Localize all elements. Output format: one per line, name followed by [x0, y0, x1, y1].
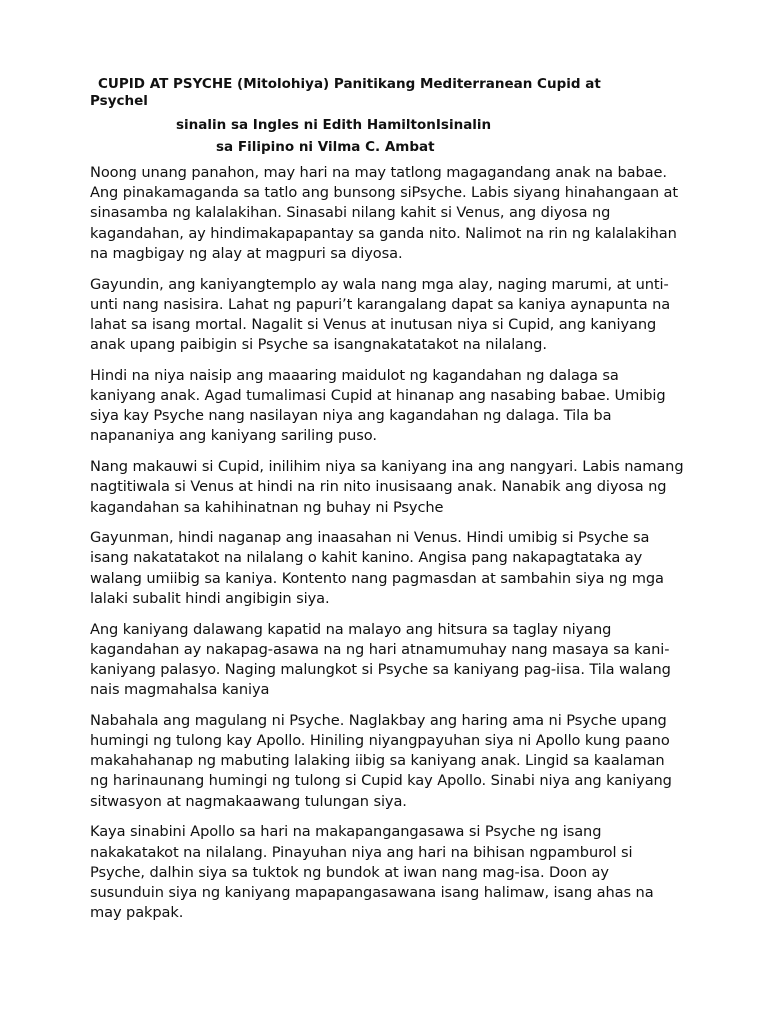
paragraph-5: Gayunman, hindi naganap ang inaasahan ni Venus. Hindi umibig si Psyche sa isang nakatatakot na nilalang o kahit kanino. Angisa pang nakapagtataka ay walang umiibig sa kaniya. Kontento nang pagmasdan at sambahin siya ng mga lalaki subalit hindi angibigin siya.: [90, 529, 664, 607]
document-title: CUPID AT PSYCHE (Mitolohiya) Panitikang Mediterranean Cupid at Psychel: [90, 76, 601, 109]
paragraph-1: Noong unang panahon, may hari na may tatlong magagandang anak na babae. Ang pinakamaganda sa tatlo ang bunsong siPsyche. Labis siyang hinahangaan at sinasamba ng kalalakihan. Sinasabi nilang kahit si Venus, ang diyosa ng kagandahan, ay hindimakapapantay sa ganda nito. Nalimot na rin ng kalalakihan na magbigay ng alay at magpuri sa diyosa.: [90, 164, 679, 262]
paragraph-2: Gayundin, ang kaniyangtemplo ay wala nang mga alay, naging marumi, at unti-unti nang nasisira. Lahat ng papuri’t karangalang dapat sa kaniya aynapunta na lahat sa isang mortal. Nagalit si Venus at inutusan niya si Cupid, ang kaniyang anak upang paibigin si Psyche sa isangnakatatakot na nilalang.: [90, 275, 671, 354]
translator-credit-filipino: sa Filipino ni Vilma C. Ambat: [216, 139, 435, 155]
document-body: [90, 163, 686, 934]
paragraph-8: Kaya sinabini Apollo sa hari na makapangangasawa si Psyche ng isang nakakatakot na nilalang. Pinayuhan niya ang hari na bihisan ngpamburol si Psyche, dalhin siya sa tuktok ng bundok at iwan nang mag-isa. Doon ay susunduin siya ng kaniyang mapapangasawana isang halimaw, isang ahas na may pakpak.: [90, 823, 654, 922]
paragraph-7: Nabahala ang magulang ni Psyche. Naglakbay ang haring ama ni Psyche upang humingi ng tulong kay Apollo. Hiniling niyangpayuhan siya ni Apollo kung paano makahahanap ng mabuting lalaking iibig sa kaniyang anak. Lingid sa kaalaman ng harinaunang humingi ng tulong si Cupid kay Apollo. Sinabi niya ang kaniyang sitwasyon at nagmakaawang tulungan siya.: [90, 711, 672, 810]
translator-credit-english: sinalin sa Ingles ni Edith HamiltonIsinalin: [176, 117, 492, 133]
paragraph-6: Ang kaniyang dalawang kapatid na malayo ang hitsura sa taglay niyang kagandahan ay nakapag-asawa na ng hari atnamumuhay nang masaya sa kani-kaniyang palasyo. Naging malungkot si Psyche sa kaniyang pag-iisa. Tila walang nais magmahalsa kaniya: [90, 620, 671, 699]
paragraph-4: Nang makauwi si Cupid, inilihim niya sa kaniyang ina ang nangyari. Labis namang nagtitiwala si Venus at hindi na rin nito inusisaang anak. Nanabik ang diyosa ng kagandahan sa kahihinatnan ng buhay ni Psyche: [90, 458, 684, 516]
paragraph-3: Hindi na niya naisip ang maaaring maidulot ng kagandahan ng dalaga sa kaniyang anak. Agad tumalimasi Cupid at hinanap ang nasabing babae. Umibig siya kay Psyche nang nasilayan niya ang kagandahan ng dalaga. Tila ba napananiya ang kaniyang sariling puso.: [90, 366, 666, 445]
